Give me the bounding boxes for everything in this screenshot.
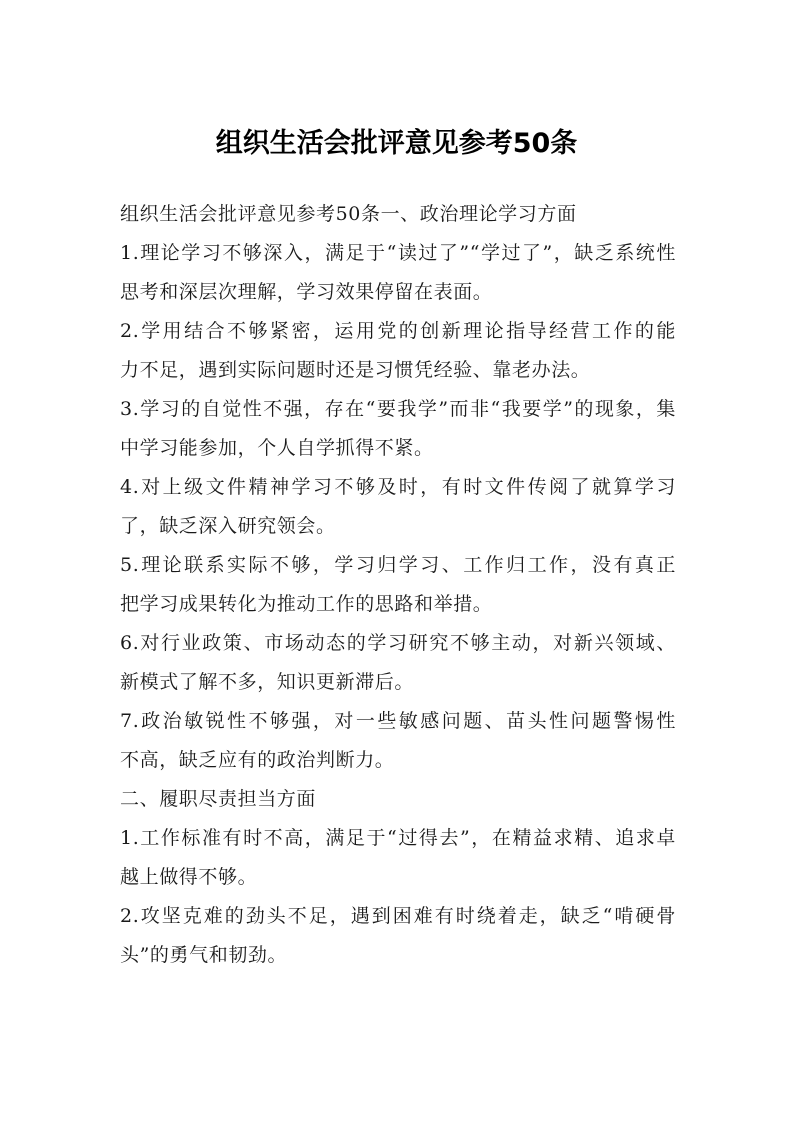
paragraph-line: 新模式了解不多，知识更新滞后。 — [120, 671, 415, 693]
paragraph-line: 了，缺乏深入研究领会。 — [120, 515, 336, 537]
paragraph-line: 1.理论学习不够深入，满足于“读过了”“学过了”，缺乏系统性 — [120, 242, 676, 264]
intro-line: 组织生活会批评意见参考50条一、政治理论学习方面 — [120, 203, 577, 225]
paragraph-line: 1.工作标准有时不高，满足于“过得去”，在精益求精、追求卓 — [120, 827, 676, 849]
paragraph-line: 5.理论联系实际不够，学习归学习、工作归工作，没有真正 — [120, 554, 676, 576]
paragraph-line: 不高，缺乏应有的政治判断力。 — [120, 749, 395, 771]
document-body — [120, 195, 676, 975]
paragraph-line: 4.对上级文件精神学习不够及时，有时文件传阅了就算学习 — [120, 476, 676, 498]
section-heading: 二、履职尽责担当方面 — [120, 788, 317, 810]
paragraph-line: 头”的勇气和韧劲。 — [120, 944, 288, 966]
paragraph-line: 力不足，遇到实际问题时还是习惯凭经验、靠老办法。 — [120, 359, 591, 381]
paragraph-line: 6.对行业政策、市场动态的学习研究不够主动，对新兴领域、 — [120, 632, 676, 654]
paragraph-line: 越上做得不够。 — [120, 866, 258, 888]
paragraph-line: 2.攻坚克难的劲头不足，遇到困难有时绕着走，缺乏“啃硬骨 — [120, 905, 676, 927]
paragraph-line: 把学习成果转化为推动工作的思路和举措。 — [120, 593, 493, 615]
paragraph-line: 2.学用结合不够紧密，运用党的创新理论指导经营工作的能 — [120, 320, 676, 342]
paragraph-line: 7.政治敏锐性不够强，对一些敏感问题、苗头性问题警惕性 — [120, 710, 676, 732]
paragraph-line: 中学习能参加，个人自学抓得不紧。 — [120, 437, 434, 459]
document-title: 组织生活会批评意见参考50条 — [215, 128, 578, 159]
paragraph-line: 思考和深层次理解，学习效果停留在表面。 — [120, 281, 493, 303]
paragraph-line: 3.学习的自觉性不强，存在“要我学”而非“我要学”的现象，集 — [120, 398, 676, 420]
